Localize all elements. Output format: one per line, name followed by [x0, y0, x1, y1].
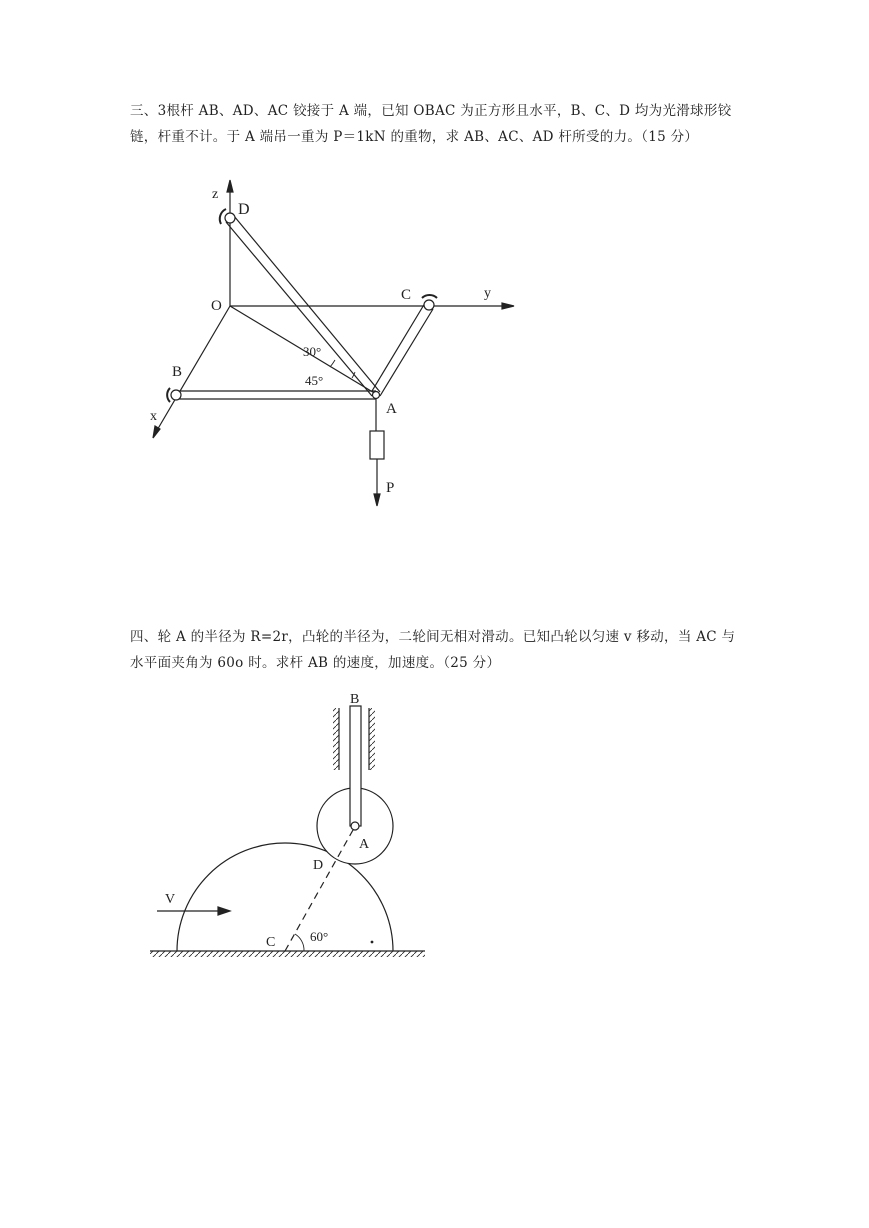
- pin-a: [351, 822, 359, 830]
- problem-3-text: 三、3根杆 AB、AD、AC 铰接于 A 端，已知 OBAC 为正方形且水平，B、C、D 均为光滑球形铰链，杆重不计。于 A 端吊一重为 P＝1kN 的重物，求 AB、AC、AD 杆所受的力。（15 分）: [130, 103, 732, 145]
- label-y: y: [484, 286, 491, 301]
- label-x: x: [150, 409, 157, 424]
- ground-hatch: [150, 951, 425, 957]
- label-c: C: [266, 935, 276, 950]
- label-c: C: [401, 287, 412, 303]
- label-z: z: [212, 187, 219, 202]
- problem-4-text: 四、轮 A 的半径为 R=2r，凸轮的半径为，二轮间无相对滑动。已知凸轮以匀速 v 移动，当 AC 与水平面夹角为 60o 时。求杆 AB 的速度，加速度。（25 分）: [130, 629, 736, 671]
- label-d: D: [313, 858, 324, 873]
- label-o: O: [211, 298, 222, 314]
- right-guide-hatch: [369, 708, 375, 770]
- label-a: A: [359, 837, 370, 852]
- label-angle-45: 45°: [305, 373, 324, 388]
- label-angle-30: 30°: [303, 344, 322, 359]
- label-v: V: [165, 892, 176, 907]
- label-d: D: [238, 201, 250, 218]
- label-angle-60: 60°: [310, 929, 329, 944]
- label-a: A: [386, 401, 397, 417]
- left-guide-hatch: [333, 708, 339, 770]
- label-p: P: [386, 480, 395, 496]
- rod-ab: [350, 706, 361, 826]
- label-b: B: [172, 364, 183, 380]
- label-b: B: [350, 692, 360, 707]
